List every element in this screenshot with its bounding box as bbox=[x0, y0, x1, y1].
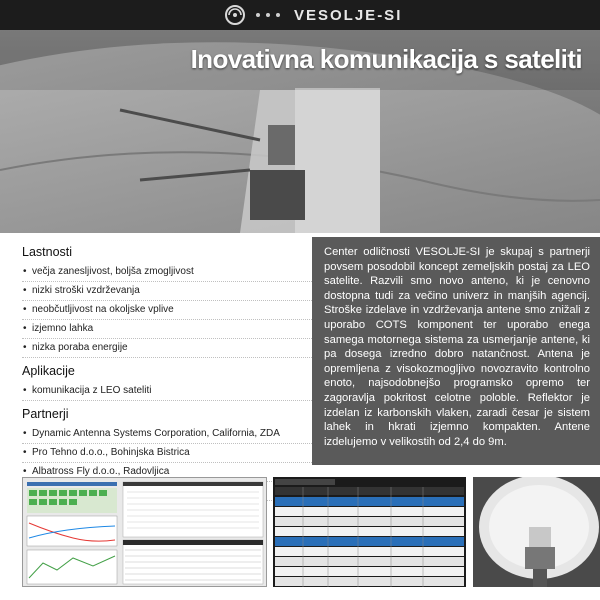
section-title: Partnerji bbox=[22, 407, 69, 421]
list-item: • Dynamic Antenna Systems Corporation, California, ZDA bbox=[22, 425, 312, 444]
aplikacije-list bbox=[22, 382, 312, 401]
section-lastnosti bbox=[22, 245, 312, 358]
hero-title: Inovativna komunikacija s sateliti bbox=[190, 44, 582, 74]
section-title: Aplikacije bbox=[22, 364, 75, 378]
pass-table-image bbox=[273, 477, 466, 587]
list-item: • Albatross Fly d.o.o., Radovljica bbox=[22, 463, 312, 482]
brand-name: VESOLJE-SI bbox=[294, 6, 403, 24]
satellite-dish-icon bbox=[222, 4, 248, 26]
features-panel bbox=[22, 245, 312, 507]
list-item: • večja zanesljivost, boljša zmogljivost bbox=[22, 263, 312, 282]
logo-dots bbox=[256, 13, 280, 17]
section-aplikacije bbox=[22, 364, 312, 401]
section-title: Lastnosti bbox=[22, 245, 73, 259]
list-item: • Pro Tehno d.o.o., Bohinjska Bistrica bbox=[22, 444, 312, 463]
list-item: • nizka poraba energije bbox=[22, 339, 312, 358]
thumbnail-software-screenshot[interactable] bbox=[22, 477, 267, 587]
thumbnail-pass-table[interactable] bbox=[273, 477, 466, 587]
antenna-dish-image bbox=[473, 477, 600, 587]
lastnosti-list bbox=[22, 263, 312, 358]
list-item: • nizki stroški vzdrževanja bbox=[22, 282, 312, 301]
thumbnail-antenna-photo[interactable] bbox=[473, 477, 600, 587]
list-item: • izjemno lahka bbox=[22, 320, 312, 339]
software-screenshot-image bbox=[23, 478, 267, 587]
top-bar bbox=[0, 0, 600, 30]
brand-logo[interactable] bbox=[222, 4, 402, 26]
description-box: Center odličnosti VESOLJE-SI je skupaj s partnerji povsem posodobil koncept zemeljskih postaj za LEO satelite. Razvili smo novo anteno, ki je cenovno dostopna tudi za večino univerz in manjših agencij. Stroške izdelave in vzdrževanja antene smo znižali z uporabo COTS komponent ter uporabo enega samega motornega sistema za usmerjanje antene, ki pa dosega izredno dobro natančnost. Antena je opremljena z visokozmogljivo novozravito kontrolno enoto, najsodobnejšo programsko opremo ter zagoravlja pokritost celotne poloble. Reflektor je izdelan iz karbonskih vlaken, zaradi česar je sistem lahek in hkrati izjemno kompakten. Antene izdelujemo v velikostih od 2,4 do 9m. bbox=[312, 237, 600, 465]
list-item: • komunikacija z LEO sateliti bbox=[22, 382, 312, 401]
list-item: • neobčutljivost na okoljske vplive bbox=[22, 301, 312, 320]
hero-banner bbox=[0, 30, 600, 233]
